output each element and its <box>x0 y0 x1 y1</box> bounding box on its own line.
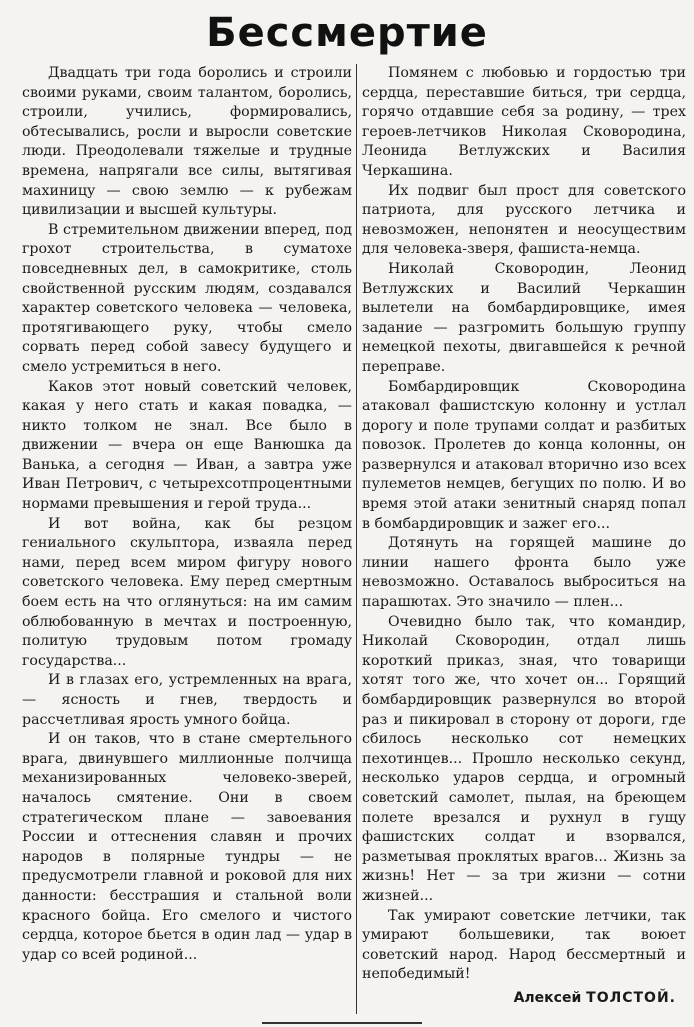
left-column <box>22 64 352 965</box>
paragraph: Дотянуть на горящей машине до линии нашего фронта было уже невозможно. Оставалось выброситься на парашютах. Это значило — плен... <box>362 535 686 611</box>
author-first-name: Алексей <box>513 989 582 1006</box>
paragraph: Так умирают советские летчики, так умирают большевики, так воюет советский народ. Народ бессмертный и непобедимый! <box>362 907 686 983</box>
paragraph: Каков этот новый советский человек, какая у него стать и какая повадка, — никто толком не знал. Все было в движении — вчера он еще Ванюшка да Ванька, а сегодня — Иван, а завтра уже Иван Петрович, с четырехсотпроцентными нормами превышения и герой труда... <box>22 378 352 513</box>
paragraph: Двадцать три года боролись и строили своими руками, своим талантом, боролись, строили, учились, формировались, обтесывались, росли и выросли советские люди. Преодолевали тяжелые и трудные времена, напрягали все силы, вытягивая махиницу — свою землю — к рубежам цивилизации и высшей культуры. <box>22 65 352 219</box>
paragraph: И он таков, что в стане смертельного врага, двинувшего миллионные полчища механизированных человеко-зверей, началось смятение. Они в своем стратегическом плане — завоевания России и оттеснения славян и прочих народов в полярные тундры — не предусмотрели главной и роковой для них данности: бесстрашия и стальной воли красного бойца. Его смелого и чистого сердца, которое бьется в один лад — удар в удар со всей родиной... <box>22 731 352 963</box>
paragraph: Очевидно было так, что командир, Николай Сковородин, отдал лишь короткий приказ, зная, что товарищи хотят того же, что хочет он... Горящий бомбардировщик развернулся во второй раз и пикировал в сторону от дороги, где сбилось несколько сот немецких пехотинцев... Прошло несколько секунд, несколько ударов сердца, и огромный советский самолет, пылая, на бреющем полете врезался и рухнул в гущу фашистских солдат и взорвался, разметывая проклятых врагов... Жизнь за жизнь! Нет — за три жизни — сотни жизней... <box>362 613 686 904</box>
paragraph: Их подвиг был прост для советского патриота, для русского летчика и невозможен, непонятен и неосуществим для человека-зверя, фашиста-немца. <box>362 182 686 258</box>
article-headline: Бессмертие <box>206 10 488 56</box>
paragraph: И в глазах его, устремленных на врага, — ясность и гнев, твердость и рассчетливая ярость умного бойца. <box>22 672 352 728</box>
right-column <box>362 64 686 1009</box>
author-signature <box>362 989 686 1009</box>
paragraph: Бомбардировщик Сковородина атаковал фашистскую колонну и устлал дорогу и поле трупами солдат и разбитых повозок. Пролетев до конца колонны, он развернулся и атаковал вторично изо всех пулеметов немцев, бегущих по полю. И во время этой атаки зенитный снаряд попал в бомбардировщик и зажег его... <box>362 378 686 532</box>
paragraph: Николай Сковородин, Леонид Ветлужских и Василий Черкашин вылетели на бомбардировщике, имея задание — разгромить большую группу немецкой пехоты, двигавшейся к речной переправе. <box>362 260 686 375</box>
paragraph: И вот война, как бы резцом гениального скульптора, изваяла перед нами, перед всем миром фигуру нового советского человека. Ему перед смертным боем есть на что оглянуться: на им самим облюбованную в мечтах и построенную, политую трудовым потом громаду государства... <box>22 515 352 669</box>
author-surname: ТОЛСТОЙ. <box>586 989 676 1006</box>
paragraph: В стремительном движении вперед, под грохот строительства, в суматохе повседневных дел, в самокритике, столь свойственной русским людям, создавался характер советского человека — человека, протягивающего руку, чтобы смело сорвать перед собой завесу будущего и смело устремиться в него. <box>22 221 352 375</box>
bottom-divider <box>262 1022 422 1024</box>
paragraph: Помянем с любовью и гордостью три сердца, переставшие биться, три сердца, горячо отдавшие себя за родину, — трех героев-летчиков Николая Сковородина, Леонида Ветлужских и Василия Черкашина. <box>362 65 686 179</box>
column-divider <box>356 64 357 1014</box>
